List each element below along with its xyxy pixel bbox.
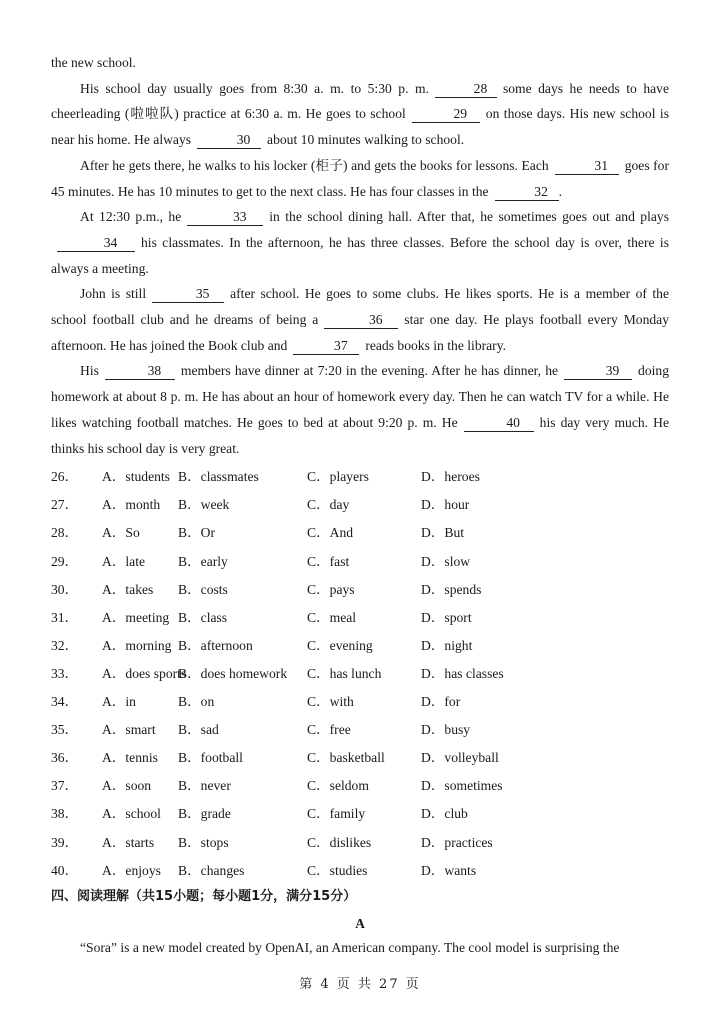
question-row [51, 517, 669, 545]
option-d: D．night [421, 637, 473, 653]
question-row [51, 826, 669, 854]
option-a: A．meeting [102, 609, 170, 625]
option-c: C．And [307, 525, 354, 541]
option-b: B．football [178, 750, 243, 766]
blank-30: 30 [197, 132, 261, 149]
question-number: 35． [51, 722, 79, 738]
option-a: A．morning [102, 637, 172, 653]
question-row [51, 798, 669, 826]
option-a: A．school [102, 806, 161, 822]
question-number: 28． [51, 525, 79, 541]
p1-text-1: His school day usually goes from 8:30 a. m. to 5:30 p. m. [80, 80, 429, 96]
p3-text-3: his classmates. In the afternoon, he has three classes. Before the school day is over, there is always a meeting. [51, 234, 669, 276]
p4-text-3: star one day. He plays football every Monday afternoon. He has joined the Book club and [51, 312, 669, 353]
section-heading: 四、阅读理解（共15小题；每小题1分，满分15分） [51, 888, 357, 904]
option-d: D．sometimes [421, 778, 503, 794]
option-a: A．enjoys [102, 862, 161, 878]
passage-paragraph-5 [51, 358, 669, 461]
option-b: B．afternoon [178, 637, 253, 653]
blank-34: 34 [57, 235, 135, 252]
option-b: B．changes [178, 862, 245, 878]
p2-text-2: goes for 45 minutes. He has 10 minutes to get to the next class. He has four classes in the [51, 157, 670, 199]
question-row [51, 461, 669, 489]
option-b: B．class [178, 609, 228, 625]
option-b: B．does homework [178, 665, 288, 681]
question-number: 26． [51, 469, 79, 485]
option-c: C．players [307, 469, 369, 485]
page-footer: 第 4 页 共 27 页 [299, 977, 421, 992]
question-row [51, 658, 669, 686]
passage-line-0: the new school. [51, 55, 136, 70]
passage-paragraph-3 [51, 204, 669, 281]
question-row [51, 686, 669, 714]
p1-text-4: about 10 minutes walking to school. [267, 132, 465, 148]
question-row [51, 714, 669, 742]
option-c: C．dislikes [307, 834, 372, 850]
option-c: C．day [307, 497, 350, 513]
blank-39: 39 [564, 363, 632, 380]
question-row [51, 770, 669, 798]
option-c: C．has lunch [307, 665, 382, 681]
option-b: B．sad [178, 722, 219, 738]
option-d: D．spends [421, 581, 482, 597]
option-b: B．stops [178, 834, 229, 850]
passage-paragraph-4 [51, 281, 669, 358]
option-d: D．sport [421, 609, 472, 625]
option-a: A．in [102, 694, 136, 710]
option-a: A．soon [102, 778, 152, 794]
option-c: C．studies [307, 862, 368, 878]
blank-31: 31 [555, 158, 619, 175]
option-b: B．costs [178, 581, 228, 597]
p3-text-1: At 12:30 p.m., he [80, 209, 182, 225]
p1-text-2: some days he needs to have cheerleading (啦啦队) practice at 6:30 a. m. He goes to school [51, 80, 669, 122]
p5-text-2: members have dinner at 7:20 in the evening. After he has dinner, he [180, 363, 559, 379]
question-number: 27． [51, 497, 79, 513]
question-row [51, 742, 669, 770]
option-a: A．So [102, 525, 140, 541]
question-row [51, 602, 669, 630]
option-b: B．week [178, 497, 230, 513]
option-d: D．volleyball [421, 750, 499, 766]
part-label: A [355, 915, 365, 931]
question-number: 34． [51, 694, 79, 710]
blank-36: 36 [324, 312, 398, 329]
blank-38: 38 [105, 363, 175, 380]
passage-paragraph-1 [51, 76, 669, 153]
question-number: 31． [51, 609, 79, 625]
p2-text-3: . [558, 183, 562, 199]
question-number: 36． [51, 750, 79, 766]
question-number: 37． [51, 778, 79, 794]
p4-text-1: John is still [80, 286, 147, 302]
question-number: 33． [51, 665, 79, 681]
option-d: D．slow [421, 553, 471, 569]
option-d: D．But [421, 525, 465, 541]
option-a: A．takes [102, 581, 154, 597]
option-b: B．never [178, 778, 231, 794]
question-row [51, 855, 669, 883]
option-d: D．for [421, 694, 461, 710]
p4-text-4: reads books in the library. [365, 337, 507, 353]
question-row [51, 574, 669, 602]
blank-29: 29 [412, 106, 480, 123]
option-b: B．grade [178, 806, 231, 822]
question-number: 29． [51, 553, 79, 569]
option-c: C．fast [307, 553, 350, 569]
p5-text-1: His [80, 363, 99, 379]
question-row [51, 630, 669, 658]
blank-37: 37 [293, 338, 359, 355]
option-c: C．evening [307, 637, 373, 653]
option-c: C．family [307, 806, 366, 822]
blank-32: 32 [495, 184, 559, 201]
option-c: C．pays [307, 581, 355, 597]
question-list [51, 461, 669, 882]
question-number: 32． [51, 637, 79, 653]
question-number: 38． [51, 806, 79, 822]
blank-33: 33 [187, 209, 263, 226]
option-a: A．does sports [102, 665, 187, 681]
blank-35: 35 [152, 286, 224, 303]
option-d: D．hour [421, 497, 470, 513]
question-number: 30． [51, 581, 79, 597]
p4-text-2: after school. He goes to some clubs. He likes sports. He is a member of the school football club and he dreams of being a [51, 286, 669, 328]
option-c: C．free [307, 722, 351, 738]
option-a: A．month [102, 497, 161, 513]
option-b: B．on [178, 694, 215, 710]
p1-text-3: on those days. His new school is near his home. He always [51, 106, 669, 148]
blank-28: 28 [435, 81, 497, 98]
document-page [51, 50, 669, 960]
p5-text-3: doing homework at about 8 p. m. He has about an hour of homework every day. Then he can watch TV for a while. He likes watching football matches. He goes to bed at about 9:20 p. m. He [51, 363, 669, 430]
option-d: D．wants [421, 862, 477, 878]
p3-text-2: in the school dining hall. After that, he sometimes goes out and plays [269, 209, 669, 225]
question-row [51, 546, 669, 574]
blank-40: 40 [464, 415, 534, 432]
option-d: D．practices [421, 834, 493, 850]
option-c: C．basketball [307, 750, 385, 766]
option-c: C．with [307, 694, 354, 710]
option-a: A．students [102, 469, 170, 485]
question-number: 39． [51, 834, 79, 850]
option-a: A．late [102, 553, 146, 569]
question-row [51, 489, 669, 517]
option-a: A．smart [102, 722, 156, 738]
p5-text-4: his day very much. He thinks his school day is very great. [51, 414, 669, 456]
option-d: D．heroes [421, 469, 480, 485]
option-a: A．starts [102, 834, 155, 850]
reading-first-line: “Sora” is a new model created by OpenAI, an American company. The cool model is surprising the [80, 939, 620, 955]
option-d: D．club [421, 806, 468, 822]
option-c: C．meal [307, 609, 357, 625]
option-d: D．has classes [421, 665, 504, 681]
p2-text-1: After he gets there, he walks to his locker (柜子) and gets the books for lessons. Each [80, 157, 549, 173]
question-number: 40． [51, 862, 79, 878]
option-b: B．classmates [178, 469, 259, 485]
option-a: A．tennis [102, 750, 158, 766]
option-d: D．busy [421, 722, 471, 738]
passage-paragraph-2 [51, 153, 669, 204]
option-c: C．seldom [307, 778, 369, 794]
option-b: B．early [178, 553, 228, 569]
option-b: B．Or [178, 525, 216, 541]
